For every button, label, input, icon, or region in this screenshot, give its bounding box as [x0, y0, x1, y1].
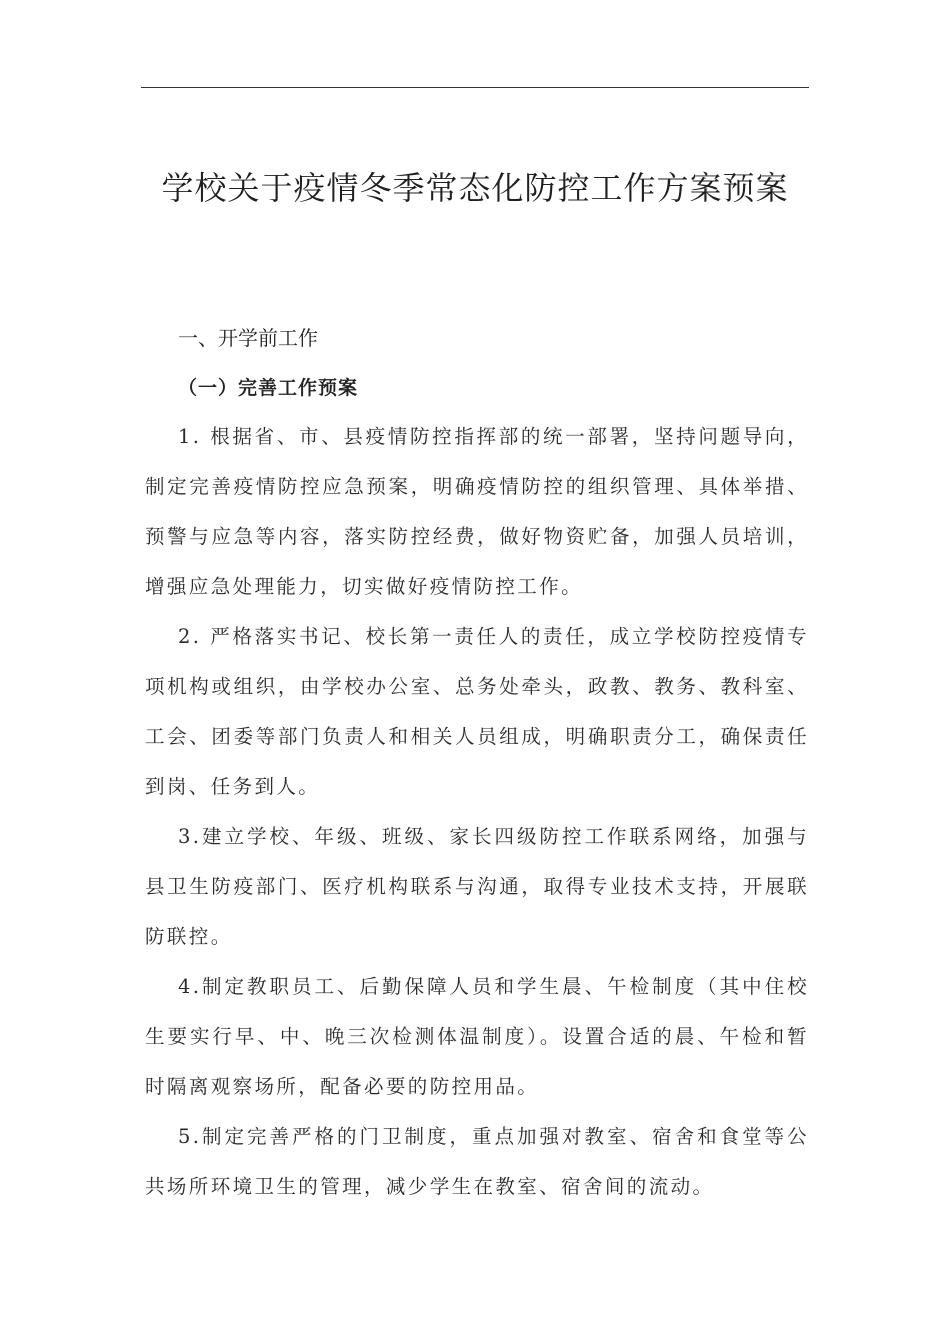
subsection-heading: （一）完善工作预案	[178, 377, 359, 399]
paragraph-5: 5.制定完善严格的门卫制度，重点加强对教室、宿舍和食堂等公共场所环境卫生的管理，减少学生在教室、宿舍间的流动。	[145, 1125, 809, 1198]
paragraph-1: 1. 根据省、市、县疫情防控指挥部的统一部署，坚持问题导向，制定完善疫情防控应急预案，明确疫情防控的组织管理、具体举措、预警与应急等内容，落实防控经费，做好物资贮备，加强人员培训，增强应急处理能力，切实做好疫情防控工作。	[145, 425, 809, 598]
section-heading: 一、开学前工作	[178, 326, 318, 350]
document-title: 学校关于疫情冬季常态化防控工作方案预案	[161, 169, 789, 207]
paragraph-3: 3.建立学校、年级、班级、家长四级防控工作联系网络，加强与县卫生防疫部门、医疗机构联系与沟通，取得专业技术支持，开展联防联控。	[145, 825, 809, 948]
paragraph-4: 4.制定教职员工、后勤保障人员和学生晨、午检制度（其中住校生要实行早、中、晚三次检测体温制度）。设置合适的晨、午检和暂时隔离观察场所，配备必要的防控用品。	[145, 975, 809, 1098]
document-body	[145, 412, 809, 1212]
paragraph-2: 2. 严格落实书记、校长第一责任人的责任，成立学校防控疫情专项机构或组织，由学校办公室、总务处牵头，政教、教务、教科室、工会、团委等部门负责人和相关人员组成，明确职责分工，确保责任到岗、任务到人。	[145, 625, 809, 798]
header-rule	[141, 87, 809, 88]
